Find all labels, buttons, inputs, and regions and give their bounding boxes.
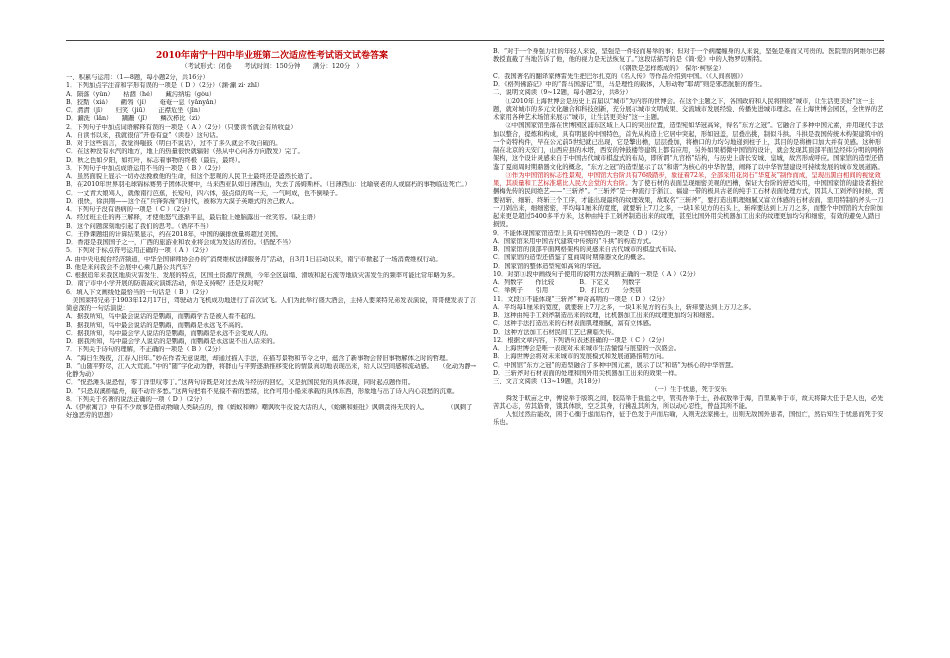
text-line: C．这种手法打造出来的石材表面肌理细腻，富有立体感。 [493,320,656,328]
text-line: 一、积累与运用：（1—8题，每小题2分，共16分） [66,74,209,81]
text-line: C．我国著名的翻译家傅雷先生把巴尔扎克的《名人传》等作品介绍到中国。（《人间喜剧》） [493,72,747,80]
text-line: 9．不能体现国家馆造型上具有中国特色的一项是（ D ）（2分） [493,229,671,237]
text-line: （一）生于忧患，死于安乐 [651,386,727,394]
text-line: C．潸潸（jī） 归笑（jiū） 正襟危坐（jīn） [66,107,205,114]
text-line: D．国家馆的整体造型宛如高耸的华冠。 [493,262,606,270]
text-line: C．国家馆的造型还借鉴了夏商周时期鼎器文化的概念。 [493,254,649,262]
left-column [66,48,478,650]
text-line: D．三斩斧对石材表面的处理和国外用尖机器加工出来的效果一样。 [493,369,681,377]
text-line: 1．下列加点字注音和字形有误的一项是（ D ）（2分）（渊·涮 zi· zhī） [66,82,264,90]
highlighted-sentence: ③作为中国馆的标志性景观，中国馆大台阶共有76级踏步，象征着72米，全部采用花岗石“华夏灰”制作而成，呈现出黑白相间的视觉效果，其质量和工艺标准堪比人民大会堂的大台阶。 [493,171,881,187]
passage-rest: 为了使石材的表面呈现细密美观的凹槽，保证大台阶的舒适实用，中国国家馆的建设者推拉捆梅先传的民间绝艺——“三斩斧”。“三斩斧”是一种流行于浙江、福建一带的极具古老的纯手工石材表面处理方式，因其人工剁斧的时候，需要初斩、细斩、终斩三个工序，才能出现最终的纹理效果，故取名“三斩斧”，要打造出肌理细腻又富立体感的石材表面，需用特制的斧头一刀一刀剁出来，细细密密，平均每1厘米的宽度，就要斩上7刀之多，一块1米见方的石头上，斩痒要达到上万刀之多，而整个中国馆的大台阶加起来更是超过5400多平方米，这种由纯手工剁斧制造出来的纹理，甚至比国外用尖机器加工出来的纹理更加均匀和细密，有效的避免人踏日损毁。 [493,180,884,229]
text-line: 4．下列句子没有语病的一项是（ C ）（2分） [66,206,194,213]
text-line: 人恒过然后能改，困于心衡于虑而后作，征于色发于声而后喻，入则无法家拂士，出则无敌国外患者，国恒亡，然后知生于忧患而死于安乐也。 [493,411,884,427]
text-line: 美国莱特兄弟于1903年12月17日，驾驶动力飞机成功地进行了首次试飞。人们为此举行盛大酒会，主持人要莱特兄弟发表演说，哥哥便发表了言简意深的一句话演说：______________________ [66,296,476,312]
text-line: B. 他是来问我会不会展中心乘几路公共汽车？ [66,263,195,271]
right-column [493,48,885,650]
text-line: D．据我所知，鸟中最会学人说话的是鹦鹉，而鹦鹉是永远说不出人话来的。 [66,338,279,345]
text-line: C．“怳恐滩头说恐惶，零丁洋里叹零丁。”这两句诗既是对过去战斗经历的回忆，又是抗国民党的具体表现，同时起点题作用。 [66,379,415,387]
text-line: B．这种由纯手工剁斧制造出来的纹理，比机器加工出来的纹理更加均匀和细密。 [493,312,719,319]
text-line: D．香港是我国国子之一，广西的旅游业和农业将会成为发达的省份。（搭配不当） [66,239,295,246]
text-line: D．这种方法加工石材民间工艺已濒临失传。 [493,328,618,336]
text-line: 11．文段③不能体现“三斩斧”神奇高明的一项是（ D ）（2分） [493,295,669,303]
text-line: 6．填入下文画线处最恰当的一句话是（ B ）（2分） [66,288,212,296]
text-line: 3．下列句子中加点成语运用不当的一项是（ B ）（2分） [66,164,225,172]
text-line: 12．根据文章内容，下列语句表述准确的一项是（ C ）（2分） [493,336,669,344]
text-line: B．“对于一个身强力壮的年轻人来说，坚强是一件轻而易举的事；但对于一个病魔缠身的人来说，坚强是难而又可贵的。医院里的阿维尔巴赫教授直截了当地告诉了他，他的视力是无法恢复了。”这段话描写的是《简·爱》中的人物罗切斯特。 [493,48,885,64]
text-line: A．“海日生残夜，江春入旧年。”妙在作者无意说理，却通过描人手法，在描写景物和节令之中，蕴含了新事物会替旧事物解体之时的哲理。 [66,354,452,362]
text-line: A. 由中央电视台经济频道、中华全国律师协会办的“消费维权法律服务月”活动，自3月1日启动以来，南宁市掀起了一场消费维权行动。 [66,255,442,263]
text-line: C．王铮课题组的计算结果显示，约在2018年，中国的碳排放量将超过美国。 [66,230,283,238]
text-line: A．自读书以来，我就很信“开卷有益”（读卷）这句话。 [66,131,222,139]
right-text-block [493,48,885,428]
text-line: 8．下列关于名著的说法正确的一项（ D ）（2分） [66,395,206,403]
text-line: C．中国馆“东方之冠”的造型融合了多种中国元素，展示了以“和谐”为核心的中华智慧。 [493,361,738,369]
text-line: A．陨落（yǔn） 枯涸（hé） 藏污纳垢（gòu） [66,90,216,98]
text-line: （《钢铁是怎样炼成的》 保尔·柯察金） [493,64,725,72]
text-line: A．国家馆采用中国古代建筑中传统的“斗拱”的构造方式。 [493,237,656,245]
text-line: B．在2010年世界羽毛球锦标赛男子团体决赛中，马来西亚队如日薄西山，失去了汤姆斯杯。（日薄西山：比喻衰老的人或腐朽的事物临近死亡。） [66,181,471,189]
exam-info: （考试形式：闭卷 考试时间：150分钟 满分：120分 ） [181,63,363,70]
text-line [493,172,885,230]
text-line: ①2010年上海世博会是历史上首届以“城市”为内容的世博会。在这个主题之下，各国政府和人民将围绕“城市，让生活更美好”这一主题，就对城市的多元文化融合和科技创新，充分展示城市文明成果、交流城市发展经验、传播先进城市理念。在上海世博会园区，全世界的艺术家用各种艺术场馆来展示“城市，让生活更美好”这一主题。 [493,97,884,121]
text-line: B．对于这些谣言，我觉得嗤鼓（明白不说话），过不了多久就会不攻自破的。 [66,140,282,147]
text-line: C. 根据追年来我区地质灾害发生、发展的特点，区国土资源厅预测，今年全区崩塌、滑坡和泥石流等地质灾害发生的频率可能比常年略为多。 [66,272,459,279]
text-line: 三、文言文阅读（13~19题，共18分） [493,378,605,385]
text-line: B．据我所知，鸟中最会说话的是鹦鹉，而鹦鹉是永远飞不高的。 [66,321,247,329]
text-line: A．据我所知，鸟中最会说话的是鹦鹉，而鹦鹉学舌是被人看不起的。 [66,313,260,321]
text-line: ②中国国家馆坐落在世博园区浦东区域上入口的突出位置，造型宛如华冠高耸，得名“东方之冠”。它融合了多种中国元素，并用现代手法加以整合，提炼和构成，具有明显的中国特色，首先从构造上它居中突起，形如冠盖，层叠出挑，制似斗拱。斗拱是我国传统木构架建筑中的一个奇特构件，早在公元前5世纪就已出现，它是擎出檐，层层叠加，将檐口的力均匀地递到柱子上，其目的是将檐口加大并有美感。这种形制在北京的天安门，山西应县的木塔，西安的钟鼓楼等建筑上都有应用，另外如果稍微中国馆的设计，就会发现其顶部平面呈经纬分明的网格架构，这个设计灵感来自于中国古代城市棋盘式的布局，即所谓“九宫格”结构，与历史上唐长安城、皇城，故宫形成呼应。国家馆的造型还借鉴了夏商周时期鼎器文化的概念，“东方之冠”的造型显示了以“和谐”为核心的中华智慧，阐释了以中华智慧建设可持续发展的城市发展道路。 [493,122,884,171]
text-line: 10．对第③段中画线句子使用的说明方法判断正确的一项是（ A ）（2分） [493,270,700,278]
text-line: B．这个问题深刻地引起了我们的思考。（语序不当） [66,222,213,230]
text-line: A．平均每1厘米的宽度，就要斩上7刀之多，一块1米见方的石头上，斩痒要达到上万刀之多。 [493,303,756,311]
text-line: C．举例子 引用 D．打比方 分类别 [493,287,642,295]
text-line: A．列数字 作比较 B．下定义 列数字 [493,279,641,286]
text-line: C．据我所知，鸟中最会学人说话的是鹦鹉，而鹦鹉是永远不会变成人的。 [66,329,273,337]
document-title: 2010年南宁十四中毕业班第二次适应性考试语文试卷答案 [155,51,389,61]
text-line: D．很快，徐洪刚——这个在“兵锋弥漫”的时代，被称为大漠子英雄式的舍己救人。 [66,197,298,205]
text-line: C．一丈青大娘骂人，就像南行芭蕉，长短句，四六体，鼓点似的骂一天，一气呵成，也不倒嗓子。 [66,189,342,197]
left-text-block [66,74,478,421]
text-line: 舜发于畎亩之中，傅说举于版筑之间，胶鬲举于鱼盐之中，管夷吾举于士，孙叔敖举于海，百里奚举于市，故天将降大任于是人也，必先苦其心志，劳其筋骨，饿其体肤，空乏其身，行拂乱其所为，所以动心忍性，曾益其所不能。 [493,394,884,410]
text-line: A.《伊索寓言》中有不少故事是借动物喻人类缺点的，像《蚂蚁和蝉》嘲讽吹牛皮说大话的人，《蛤蜊和蛙肚》讽刺贪得无厌的人。 （讽刺了好逸恶劳的思想） [66,404,473,420]
text-line: C．在这种没有水汽的地方，地上的热量很快就辐射（热从中心向各方向散发）完了。 [66,148,304,156]
text-line: B．“山随平野尽，江入大荒流。”中的“随”字化动为静，将群山与平野逐渐推移变化的情景真切地表现出来，给人以空间感和流动感。 （化动为静→化静为动） [66,362,477,378]
text-line: D．“只恐双溪舴艋舟，载不动许多愁。”这两句把看不见摸不着的愁绪，比作可用小船来承载的具体东西，形象地与出了诗人内心哀愁的沉重。 [66,387,459,395]
text-line: D．涮洗（lǎn） 蹒跚（jī） 鳞次栉比（zì） [66,115,204,123]
text-line: 二、说明文阅读（9~12题，每小题2分，共8分） [493,89,632,97]
text-line: 5．下列对于标点符号运用正确的一项（ A ）（2分） [66,247,212,255]
text-line: 2．下列句子中加点词语解释有误的一项是（ A ）（2分）（只要读书就会有所收益） [66,123,297,131]
text-line: B．狡黠（xiá） 鹳鸰（jí） 奄奄一息（yǎnyǎn） [66,98,220,106]
text-line: B．上海世博会将对未来城市的发展模式和发展道路指明方向。 [493,353,668,361]
text-line: D．南宁市中小学开展的防震减灾演练活动，你是支持呢？还是反对呢？ [66,280,267,288]
text-line: A．虽然面貌上显示一切办法挽救他的生命，但这个悲观的人民卫士最终还是溘然长逝了。 [66,173,317,180]
text-line: B．国家馆的顶部平面网格架构的灵感来自古代城市的棋盘式布局。 [493,246,681,253]
text-line: 7．下列关于诗句的理解，不正确的一项是（ B ）（2分） [66,346,225,354]
top-rule [66,40,884,41]
text-line: A．上海世博会是唯一表现对未来城市生活憧憬与展望的一次盛会。 [493,345,681,352]
text-line: D．秋之色如夕阳，如红叶，标志着事物的终极（最后，最终）。 [66,156,245,164]
text-line: A．经过班主任的再三解释，才使他怒气逐渐平息，最后脸上她脑露出一丝笑容。（缺主语） [66,214,320,222]
text-line: D．《格列佛游记》中的“晋马国游记”里，马是理性的载体，人形动物“耶胡”则是邪恶肮脏的畜生。 [493,81,766,88]
